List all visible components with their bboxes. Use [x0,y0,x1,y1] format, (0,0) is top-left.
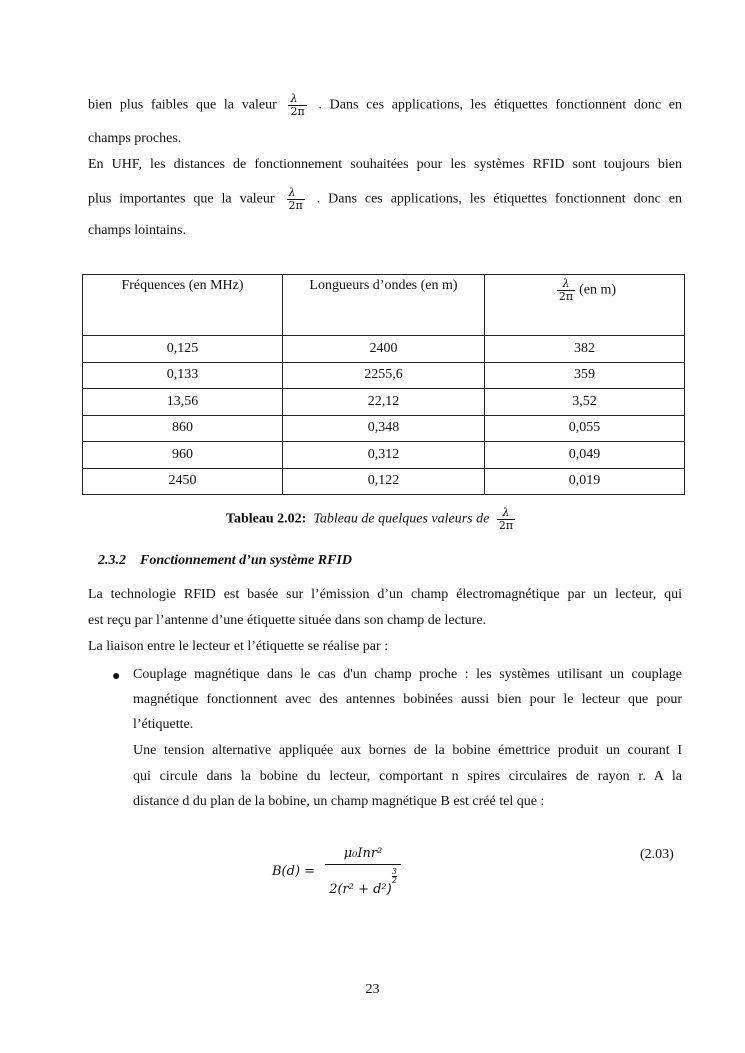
bullet-icon: ● [112,669,121,684]
table-cell: 0,125 [83,336,283,363]
paragraph1-line2: champs proches. [88,131,182,146]
table-cell: 2400 [283,336,485,363]
formula-numerator: μ₀Inr² [343,846,383,861]
table-row [83,389,685,416]
section-title: Fonctionnement d’un système RFID [140,553,352,568]
formula-denominator-base: 2(r² + d²) [329,882,392,897]
lambda-over-2pi-fraction [288,93,306,118]
header-unit: (en m) [579,282,617,298]
bullet-line6: distance d du plan de la bobine, un champ magnétique B est créé tel que : [133,794,545,809]
table-cell: 0,055 [485,415,685,442]
lambda-over-2pi-fraction [497,507,515,532]
table-cell: 0,019 [485,468,685,495]
table-row [83,415,685,442]
table-row [83,336,685,363]
fraction-numerator: λ [502,506,510,519]
formula-fraction [325,846,401,897]
fraction-numerator: λ [562,277,570,290]
lambda-over-2pi-fraction [557,278,575,303]
table-cell: 382 [485,336,685,363]
table-cell: 2255,6 [283,362,485,389]
table-cell: 0,312 [283,442,485,469]
caption-label: Tableau 2.02: [225,511,307,527]
text-segment: . Dans ces applications, les étiquettes fonctionnent donc en [318,97,682,113]
formula-lhs: B(d) = [272,864,316,879]
magnetic-field-formula [272,846,401,897]
paragraph2-line1: En UHF, les distances de fonctionnement souhaitées pour les systèmes RFID sont toujours bien [88,157,682,172]
text-segment: bien plus faibles que la valeur [88,97,277,113]
body-p1-line2: est reçu par l’antenne d’une étiquette située dans son champ de lecture. [88,613,487,628]
table-caption [0,507,745,532]
table-cell: 0,348 [283,415,485,442]
header-wavelength: Longueurs d’ondes (en m) [283,275,485,336]
bullet-line1: Couplage magnétique dans le cas d'un champ proche : les systèmes utilisant un couplage [133,667,682,682]
table-cell: 0,049 [485,442,685,469]
paragraph1-line1 [88,93,682,118]
page-number: 23 [365,982,380,997]
body-p1-line1: La technologie RFID est basée sur l’émission d’un champ électromagnétique par un lecteur, qui [88,587,682,602]
table-cell: 0,122 [283,468,485,495]
equation-number: (2.03) [640,847,674,862]
bullet-line5: qui circule dans la bobine du lecteur, comportant n spires circulaires de rayon r. A la [133,769,682,784]
fraction-denominator: 2π [288,199,303,212]
fraction-numerator: λ [290,92,298,105]
header-frequency: Fréquences (en MHz) [83,275,283,336]
formula-exponent-den: 2 [391,876,397,885]
formula-exponent [392,868,397,885]
paragraph2-line3: champs lointains. [88,223,186,238]
fraction-denominator: 2π [558,290,574,303]
table-row [83,362,685,389]
bullet-line4: Une tension alternative appliquée aux bornes de la bobine émettrice produit un courant I [133,743,682,758]
bullet-line2: magnétique fonctionnent avec des antennes bobinées aussi bien pour le lecteur que pour [133,692,682,707]
table-cell: 22,12 [283,389,485,416]
table-cell: 359 [485,362,685,389]
table-cell: 13,56 [83,389,283,416]
table-row [83,468,685,495]
fraction-denominator: 2π [498,519,514,532]
values-table [82,274,685,495]
table-cell: 0,133 [83,362,283,389]
table-cell: 2450 [83,468,283,495]
paragraph2-line2 [88,187,682,212]
fraction-numerator: λ [288,186,296,199]
section-number: 2.3.2 [98,553,126,568]
table-cell: 860 [83,415,283,442]
section-heading [98,553,352,569]
formula-denominator [325,864,401,897]
lambda-over-2pi-fraction [287,187,305,212]
table-header-row [83,275,685,336]
bullet-line3: l’étiquette. [133,717,194,732]
header-lambda-over-2pi [485,275,685,336]
table-row [83,442,685,469]
fraction-denominator: 2π [290,105,305,118]
table-cell: 960 [83,442,283,469]
caption-text: Tableau de quelques valeurs de [313,511,490,527]
text-segment: plus importantes que la valeur [88,191,275,207]
body-p2: La liaison entre le lecteur et l’étiquette se réalise par : [88,639,389,654]
formula-exponent-num: 3 [391,867,397,876]
text-segment: . Dans ces applications, les étiquettes fonctionnent donc en [316,191,682,207]
table-cell: 3,52 [485,389,685,416]
